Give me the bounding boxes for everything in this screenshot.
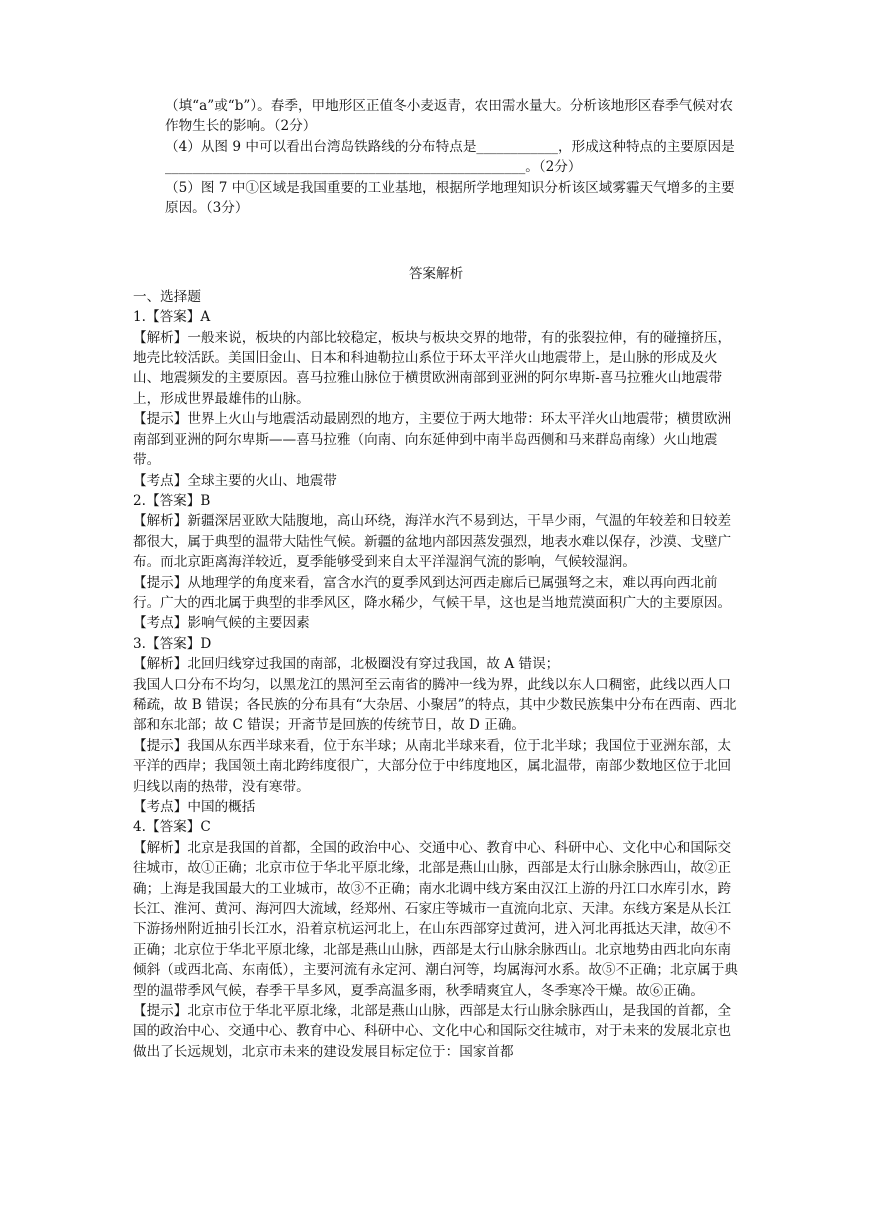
answer-3: 3.【答案】D [133, 635, 212, 652]
answer-4: 4.【答案】C [133, 819, 211, 836]
explain-3b: 我国人口分布不均匀，以黑龙江的黑河至云南省的腾冲一线为界，此线以东人口稠密，此线以西人口稀疏，故 B 错误；各民族的分布具有“大杂居、小聚居”的特点，其中少数民族集中分布在西南、西北部和东北部；故 C 错误；开斋节是回族的传统节日，故 D 正确。 [133, 676, 737, 734]
explain-1: 【解析】一般来说，板块的内部比较稳定，板块与板块交界的地带，有的张裂拉伸，有的碰撞挤压，地壳比较活跃。美国旧金山、日本和科迪勒拉山系位于环太平洋火山地震带上，是山脉的形成及火山、地震频发的主要原因。喜马拉雅山脉位于横贯欧洲南部到亚洲的阿尔卑斯-喜马拉雅火山地震带上，形成世界最雄伟的山脉。 [133, 329, 732, 407]
point-2: 【考点】影响气候的主要因素 [133, 615, 310, 632]
question-tail [133, 96, 739, 218]
explain-4: 【解析】北京是我国的首都，全国的政治中心、交通中心、教育中心、科研中心、文化中心和国际交往城市，故①正确；北京市位于华北平原北缘，北部是燕山山脉，西部是太行山脉余脉西山，故②正确；上海是我国最大的工业城市，故③不正确；南水北调中线方案由汉江上游的丹江口水库引水，跨长江、淮河、黄河、海河四大流域，经郑州、石家庄等城市一直流向北京、天津。东线方案是从长江下游扬州附近抽引长江水，沿着京杭运河北上，在山东西部穿过黄河，进入河北再抵达天津，故④不正确；北京位于华北平原北缘，北部是燕山山脉，西部是太行山脉余脉西山。北京地势由西北向东南倾斜（或西北高、东南低），主要河流有永定河、潮白河等，均属海河水系。故⑤不正确；北京属于典型的温带季风气候，春季干旱多风，夏季高温多雨，秋季晴爽宜人，冬季寒冷干燥。故⑥正确。 [133, 839, 738, 999]
explain-3: 【解析】北回归线穿过我国的南部，北极圈没有穿过我国，故 A 错误； [133, 656, 560, 673]
q5-text: （5）图 7 中①区域是我国重要的工业基地，根据所学地理知识分析该区域雾霾天气增多的主要原因。（3分） [165, 179, 735, 217]
answer-2: 2.【答案】B [133, 492, 211, 509]
hint-1: 【提示】世界上火山与地震活动最剧烈的地方，主要位于两大地带：环太平洋火山地震带；横贯欧洲南部到亚洲的阿尔卑斯——喜马拉雅（向南、向东延伸到中南半岛西侧和马来群岛南缘）火山地震带。 [133, 411, 732, 469]
q3-continuation: （填“a”或“b”）。春季，甲地形区正值冬小麦返青，农田需水量大。分析该地形区春季气候对农作物生长的影响。（2分） [165, 98, 733, 135]
answer-section [133, 287, 739, 1062]
point-3: 【考点】中国的概括 [133, 799, 256, 815]
point-1: 【考点】全球主要的火山、地震带 [133, 472, 337, 489]
answer-1: 1.【答案】A [133, 309, 211, 326]
explain-2: 【解析】新疆深居亚欧大陆腹地，高山环绕，海洋水汽不易到达，干旱少雨，气温的年较差和日较差都很大，属于典型的温带大陆性气候。新疆的盆地内部因蒸发强烈，地表水难以保存，沙漠、戈壁广布。而北京距离海洋较近，夏季能够受到来自太平洋湿润气流的影响，气候较湿润。 [133, 513, 732, 571]
answer-section-title: 答案解析 [408, 266, 464, 283]
document-page [133, 96, 739, 1062]
hint-3: 【提示】我国从东西半球来看，位于东半球；从南北半球来看，位于北半球；我国位于亚洲东部，太平洋的西岸；我国领土南北跨纬度很广，大部分位于中纬度地区，属北温带，南部少数地区位于北回归线以南的热带，没有寒带。 [133, 737, 732, 795]
hint-4: 【提示】北京市位于华北平原北缘，北部是燕山山脉，西部是太行山脉余脉西山，是我国的首都，全国的政治中心、交通中心、教育中心、科研中心、文化中心和国际交往城市，对于未来的发展北京也做出了长远规划，北京市未来的建设发展目标定位于：国家首都 [133, 1003, 732, 1060]
hint-2: 【提示】从地理学的角度来看，富含水汽的夏季风到达河西走廊后已属强弩之末，难以再向西北前行。广大的西北属于典型的非季风区，降水稀少，气候干旱，这也是当地荒漠面积广大的主要原因。 [133, 574, 732, 611]
q4-text: （4）从图 9 中可以看出台湾岛铁路线的分布特点是____________，形成这种特点的主要原因是_____________________________________________________。（2分） [165, 138, 735, 176]
part-heading: 一、选择题 [133, 288, 201, 305]
